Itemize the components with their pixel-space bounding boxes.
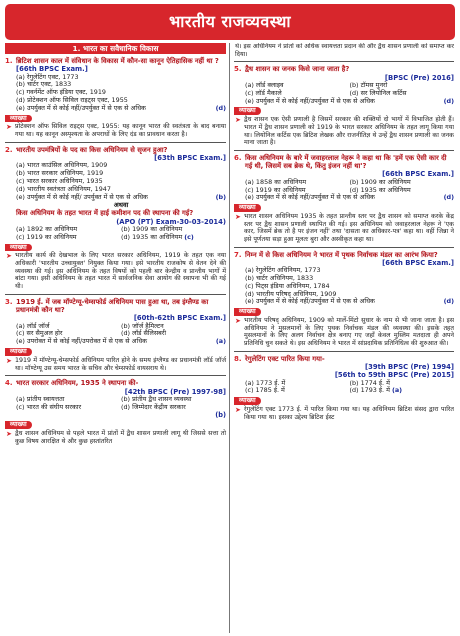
question-8 — [234, 355, 454, 395]
option: (a) रेगुलेटिंग एक्ट, 1773 — [16, 72, 79, 81]
or-separator: अथवा — [113, 201, 129, 210]
question-text: ब्रिटिश शासन काल में संविधान के विकास में कौन-सा कानून ऐतिहासिक नहीं था ? [66th BPSC Exam.] — [16, 57, 219, 74]
left-column — [5, 43, 230, 633]
divider — [234, 247, 454, 248]
explanation: ➤ भारत शासन अधिनियम 1935 के तहत प्रान्तीय स्तर पर द्वैध शासन को समाप्त करके केंद्र स्तर पर द्वैध शासन प्रणाली स्थापित की गई। इस अधिनियम को जवाहरलाल नेहरू ने 'एक कार, जिसमें ब्रेक तो है पर इंजन नहीं' तथा 'दासता का अधिकार-पत्र' कहा था। वहीं जिन्ना ने इसे पूर्णतया सड़ा हुआ मूलतः बुरा और अस्वीकृत कहा था। — [235, 212, 454, 243]
option: (c) लॉर्ड मैकाले — [245, 88, 282, 97]
question-text: 1919 ई. में जब मॉण्टेग्यू-चेम्सफोर्ड अधिनियम पास हुआ था, तब इंग्लैण्ड का प्रधानमंत्री कौन था? — [16, 297, 209, 315]
question-source-2: [56th to 59th BPSC (Pre) 2015] — [334, 371, 454, 380]
question-body — [245, 355, 454, 395]
option: (a) 1892 का अधिनियम — [16, 225, 78, 234]
option: (c) पिट्स इंडिया अधिनियम, 1784 — [245, 281, 330, 290]
answer-label: (a) — [215, 337, 226, 346]
question-number: 8. — [234, 354, 242, 363]
arrow-icon: ➤ — [6, 123, 12, 132]
option: (c) 1785 ई. में — [245, 386, 285, 395]
section-heading: 1. भारत का सवैधानिक विकास — [5, 43, 226, 54]
alt-options — [16, 226, 226, 242]
explanation-label: व्याख्या — [5, 348, 32, 356]
explanation: ➤ द्वैध शासन अधिनियम से पहले भारत में प्रांतों में द्वैध शासन प्रणाली लागू थी जिससे सत्ता तो कुछ विषय आरक्षित थे और कुछ हस्तांतरित — [6, 430, 226, 445]
question-body — [245, 251, 454, 307]
option: (b) प्रांतीय द्वैध शासन व्यवस्था — [121, 394, 192, 403]
arrow-icon: ➤ — [235, 212, 241, 221]
explanation-continued: थे। इस अधिनियम ने प्रांतों को अधिक स्वायत्तता प्रदान की और द्वैध शासन प्रणाली को समाप्त कर दिया। — [235, 43, 454, 58]
option: (c) भारत की संघीय सरकार — [16, 402, 82, 411]
option: (d) भारतीय स्वतंत्रता अधिनियम, 1947 — [16, 184, 111, 193]
option: (b) जॉर्ज हैमिल्टन — [121, 321, 164, 330]
explanation-label: व्याख्या — [234, 107, 261, 115]
option: (d) सर लियोनिल कर्टिस — [349, 88, 407, 97]
option: (d) प्रोटेक्शन ऑफ सिविल राइट्स एक्ट, 1955 — [16, 96, 128, 105]
explanation: ➤ भारतीय परिषद् अधिनियम, 1909 को मार्ले-मिंटो सुधार के नाम से भी जाना जाता है। इस अधिनियम ने मुसलमानों के लिए पृथक निर्वाचक मंडल की व्यवस्था की। इसके तहत मुसलमानों के लिए अलग निर्वाचन क्षेत्र बनाए गए जहाँ केवल मुस्लिम मतदाता ही अपने प्रतिनिधि चुन सकते थे। इस अधिनियम ने भारत में सांप्रदायिक प्रतिनिधित्व की शुरुआत की। — [235, 317, 454, 348]
question-7 — [234, 251, 454, 307]
answer-label: (d) — [443, 193, 454, 202]
question-number: 5. — [234, 65, 242, 74]
option: (e) उपर्युक्त में से कोई नहीं/ उपर्युक्त में से एक से अधिक (b) — [16, 192, 226, 201]
question-text: भारतीय उपमंत्रियों के पद का किस अधिनियम से सृजन हुआ? — [16, 145, 168, 154]
question-source: [66th BPSC Exam.] — [382, 170, 454, 179]
question-body — [245, 65, 454, 105]
option: (b) 1909 का अधिनियम — [121, 225, 183, 234]
arrow-icon: ➤ — [6, 356, 12, 365]
explanation: ➤ 1919 में मॉण्टेग्यू-चेम्सफोर्ड अधिनियम पारित होने के समय इंग्लैण्ड का प्रधानमंत्री लॉर्ड जॉर्ज था। मॉण्टेग्यू उस समय भारत के सचिव और चेम्सफोर्ड वायसराय थे। — [6, 356, 226, 372]
question-5 — [234, 65, 454, 105]
explanation: ➤ प्रोटेक्शन ऑफ सिविल राइट्स एक्ट, 1955: यह कानून भारत की स्वतंत्रता के बाद बनाया गया था। यह कानून अस्पृश्यता के अपराधों के लिए दंड का प्रावधान करता है। — [6, 123, 226, 139]
question-body — [16, 57, 226, 113]
answer-label: (b) — [215, 192, 226, 201]
option: (b) चार्टर एक्ट, 1833 — [16, 80, 72, 89]
question-number: 4. — [5, 379, 13, 388]
option: (d) भारतीय परिषद् अधिनियम, 1909 — [245, 289, 337, 298]
answer-label: (c) — [184, 232, 194, 241]
divider — [5, 294, 226, 295]
two-column-layout — [5, 43, 455, 633]
option: (b) 1909 का अधिनियम — [349, 177, 411, 186]
question-text: निम्न में से किस अधिनियम ने भारत में पृथक निर्वाचक मंडल का आरंभ किया? — [245, 250, 438, 259]
option: (c) सर सैमुअल होर — [16, 329, 63, 338]
option: (b) चार्टर अधिनियम, 1833 — [245, 274, 314, 282]
option: (a) 1773 ई. में — [245, 378, 286, 387]
explanation-label: व्याख्या — [5, 115, 32, 123]
option: (b) 1774 ई. में — [349, 378, 390, 387]
question-4 — [5, 379, 226, 419]
option: (d) 1935 का अधिनियम (c) — [121, 232, 194, 241]
question-source: [39th BPSC (Pre) 1994] — [365, 363, 454, 372]
options — [245, 82, 454, 98]
divider — [234, 150, 454, 151]
answer-label: (d) — [443, 96, 454, 105]
explanation-label: व्याख्या — [5, 421, 32, 429]
question-3 — [5, 298, 226, 346]
question-2 — [5, 146, 226, 242]
explanation-label: व्याख्या — [5, 244, 32, 252]
option: (e) उपर्युक्त में से कोई नहीं/उपर्युक्त में से एक से अधिक (d) — [16, 103, 226, 112]
question-source: [60th-62th BPSC Exam.] — [133, 314, 226, 323]
option: (c) गवर्नमेंट ऑफ इंडिया एक्ट, 1919 — [16, 88, 106, 97]
question-text: रेगुलेटिंग एक्ट पारित किया गया- — [245, 354, 325, 363]
option: (e) उपर्युक्त में से कोई नहीं/उपर्युक्त में से एक से अधिक (d) — [245, 96, 454, 105]
arrow-icon: ➤ — [235, 116, 241, 125]
options — [245, 380, 454, 396]
explanation-label: व्याख्या — [234, 308, 261, 316]
question-text: भारत सरकार अधिनियम, 1935 ने स्थापना की- — [16, 379, 139, 388]
option: (c) 1919 का अधिनियम — [245, 185, 306, 194]
options — [245, 179, 454, 195]
answer-label: (b) — [215, 411, 226, 420]
question-6 — [234, 154, 454, 202]
right-column — [230, 43, 454, 633]
explanation-label: व्याख्या — [234, 204, 261, 212]
question-number: 3. — [5, 297, 13, 306]
explanation: ➤ द्वैध शासन एक ऐसी प्रणाली है जिसमें सरकार की शक्तियों दो भागों में विभाजित होती हैं। भारत में द्वैध शासन प्रणाली को 1919 के भारत सरकार अधिनियम के तहत लागू किया गया था। लियोनिल कर्टिस एक ब्रिटिश लेखक और राजनीतिज्ञ थे उन्हें द्वैध शासन प्रणाली का जनक माना जाता है। — [235, 116, 454, 147]
chapter-banner — [5, 4, 455, 40]
divider — [5, 375, 226, 376]
question-body — [16, 379, 226, 419]
arrow-icon: ➤ — [235, 317, 241, 326]
option: (b) भारत सरकार अधिनियम, 1919 — [16, 169, 104, 178]
option: (b) टॉमस मुनरो — [349, 80, 388, 89]
divider — [5, 142, 226, 143]
divider — [234, 61, 454, 62]
option: (e) उपर्युक्त में से कोई नहीं/उपर्युक्त में से एक से अधिक (d) — [245, 297, 454, 306]
option: (c) 1919 का अधिनियम — [16, 232, 77, 241]
alt-question-text: किस अधिनियम के तहत भारत में हाई कमीशन पद की स्थापना की गई? — [16, 209, 194, 218]
explanation: ➤ रेगुलेटिंग एक्ट 1773 ई. में पारित किया गया था। यह अधिनियम ब्रिटिश संसद द्वारा पारित किया गया था। इसका उद्देश्य ब्रिटिश ईस्ट — [235, 406, 454, 421]
option: (e) उपर्युक्त में से कोई नहीं/उपर्युक्त में से एक से अधिक (d) — [245, 193, 454, 202]
question-number: 7. — [234, 250, 242, 259]
option: (c) भारत सरकार अधिनियम, 1935 — [16, 177, 103, 185]
question-body — [245, 154, 454, 202]
option: (a) भारत काउंसिल अधिनियम, 1909 — [16, 161, 108, 170]
options — [16, 323, 226, 339]
option: (a) लॉर्ड जॉर्ज — [16, 321, 50, 330]
question-text: किस अधिनियम के बारे में जवाहरलाल नेहरू ने कहा था कि 'हमें एक ऐसी कार दी गई थी, जिसमें सब ब्रेक थे, किंतु इंजन नहीं था'? — [245, 153, 447, 171]
question-body — [16, 146, 226, 242]
option: (d) लॉर्ड सैलिसबरी — [121, 329, 167, 338]
question-number: 1. — [5, 57, 13, 66]
question-number: 6. — [234, 153, 242, 162]
question-source: [66th BPSC Exam.] — [382, 258, 454, 267]
question-source: [63th BPSC Exam.] — [154, 154, 226, 163]
options — [16, 396, 226, 412]
alt-question-source: (APO (PT) Exam-30-03-2014) — [116, 217, 226, 226]
option: (a) प्रांतीय स्वायत्तता — [16, 394, 65, 403]
explanation: ➤ भारतीय कार्य की देखभाल के लिए भारत सरकार अधिनियम, 1919 के तहत एक नया अधिकारी 'भारतीय उच्चायुक्त' नियुक्त किया गया। इसे भारतीय राजकोष से वेतन देने की व्यवस्था की गई। इस अधिनियम के तहत विषयों को पहली बार केन्द्रीय व प्रान्तीय भागों में बांटा गया। इसी अधिनियम के तहत भारत में सार्वजनिक सेवा आयोग की स्थापना भी की गई थी। — [6, 252, 226, 291]
question-text: द्वैध शासन का जनक किसे जाना जाता है? — [245, 65, 350, 74]
option: (e) उपरोक्त में से कोई नहीं/उपरोक्त में से एक से अधिक (a) — [16, 337, 226, 346]
explanation-label: व्याख्या — [234, 397, 261, 405]
arrow-icon: ➤ — [235, 406, 241, 415]
option: (a) 1858 का अधिनियम — [245, 177, 307, 186]
option: (a) रेगुलेटिंग अधिनियम, 1773 — [245, 266, 321, 275]
divider — [234, 351, 454, 352]
question-source: [66th BPSC Exam.] — [16, 65, 88, 74]
arrow-icon: ➤ — [6, 252, 12, 261]
option: (d) जिम्मेदार केंद्रीय सरकार — [121, 402, 186, 411]
answer-label: (d) — [443, 297, 454, 306]
question-source: [BPSC (Pre) 2016] — [384, 73, 454, 82]
arrow-icon: ➤ — [6, 430, 12, 439]
option: (d) 1935 का अधिनियम — [349, 185, 411, 194]
option: (d) 1793 ई. में (a) — [349, 386, 403, 395]
option: (a) लॉर्ड क्लाइव — [245, 80, 284, 89]
question-1 — [5, 57, 226, 113]
answer-label: (a) — [391, 386, 403, 395]
answer-label: (d) — [215, 103, 226, 112]
question-source: [42th BPSC (Pre) 1997-98] — [124, 387, 226, 396]
question-number: 2. — [5, 145, 13, 154]
question-body — [16, 298, 226, 346]
chapter-title: भारतीय राजव्यवस्था — [168, 12, 292, 32]
